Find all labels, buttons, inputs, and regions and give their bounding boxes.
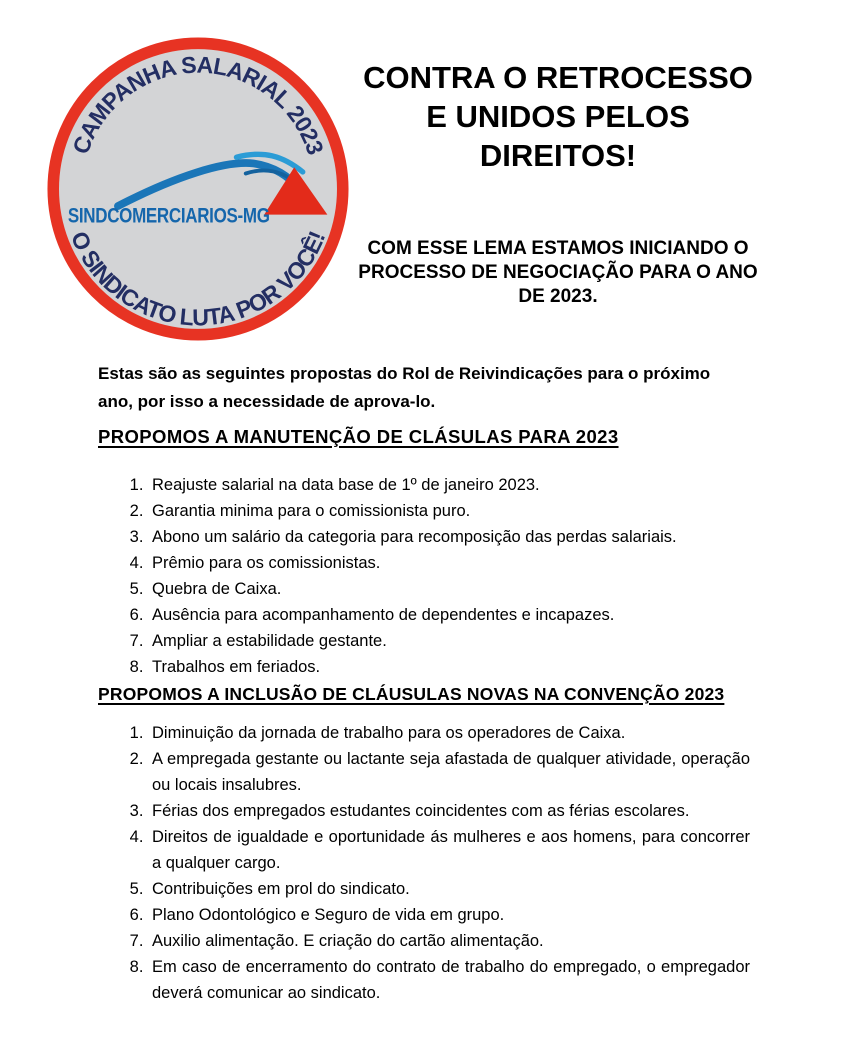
subtitle-line: COM ESSE LEMA ESTAMOS INICIANDO O bbox=[367, 238, 749, 259]
list-item: 2. Garantia minima para o comissionista puro. bbox=[148, 498, 758, 524]
list-item: 3. Abono um salário da categoria para recomposição das perdas salariais. bbox=[148, 524, 758, 550]
subtitle-line: PROCESSO DE NEGOCIAÇÃO PARA O ANO bbox=[358, 262, 758, 283]
list-item: 1. Reajuste salarial na data base de 1º de janeiro 2023. bbox=[148, 472, 758, 498]
list-item: 6. Plano Odontológico e Seguro de vida em grupo. bbox=[148, 902, 750, 928]
list-item: 7. Ampliar a estabilidade gestante. bbox=[148, 628, 758, 654]
logo-arc-bottom-text: O SINDICATO LUTA POR VOCÊ! bbox=[65, 227, 330, 331]
list-item: 5. Quebra de Caixa. bbox=[148, 576, 758, 602]
list-item: 2. A empregada gestante ou lactante seja afastada de qualquer atividade, operação ou locais insalubres. bbox=[148, 746, 750, 798]
section2-list bbox=[98, 720, 750, 1006]
subtitle-line: DE 2023. bbox=[518, 286, 598, 307]
union-logo-svg bbox=[44, 34, 352, 344]
list-item: 1. Diminuição da jornada de trabalho para os operadores de Caixa. bbox=[148, 720, 750, 746]
main-title-line: DIREITOS! bbox=[479, 138, 637, 173]
list-item: 5. Contribuições em prol do sindicato. bbox=[148, 876, 750, 902]
list-item: 8. Trabalhos em feriados. bbox=[148, 654, 758, 680]
logo-center-text: SINDCOMERCIARIOS-MG bbox=[67, 202, 270, 228]
main-title-line: E UNIDOS PELOS bbox=[426, 99, 690, 134]
main-title bbox=[352, 58, 764, 175]
list-item: 4. Direitos de igualdade e oportunidade ás mulheres e aos homens, para concorrer a qualquer cargo. bbox=[148, 824, 750, 876]
section1-list bbox=[98, 472, 758, 680]
list-item: 7. Auxilio alimentação. E criação do cartão alimentação. bbox=[148, 928, 750, 954]
section2-heading: PROPOMOS A INCLUSÃO DE CLÁUSULAS NOVAS NA CONVENÇÃO 2023 bbox=[98, 684, 725, 704]
union-logo bbox=[44, 34, 352, 344]
headline-block bbox=[352, 58, 764, 309]
logo-arc-top-text: CAMPANHA SALARIAL 2023 bbox=[67, 51, 329, 158]
list-item: 4. Prêmio para os comissionistas. bbox=[148, 550, 758, 576]
list-item: 3. Férias dos empregados estudantes coincidentes com as férias escolares. bbox=[148, 798, 750, 824]
list-item: 6. Ausência para acompanhamento de dependentes e incapazes. bbox=[148, 602, 758, 628]
section1-heading: PROPOMOS A MANUTENÇÃO DE CLÁSULAS PARA 2023 bbox=[98, 426, 619, 447]
list-item: 8. Em caso de encerramento do contrato de trabalho do empregado, o empregador deverá comunicar ao sindicato. bbox=[148, 954, 750, 1006]
main-title-line: CONTRA O RETROCESSO bbox=[363, 60, 753, 95]
subtitle bbox=[352, 237, 764, 309]
intro-paragraph: Estas são as seguintes propostas do Rol de Reivindicações para o próximo ano, por isso a necessidade de aprova-lo. bbox=[98, 364, 711, 411]
